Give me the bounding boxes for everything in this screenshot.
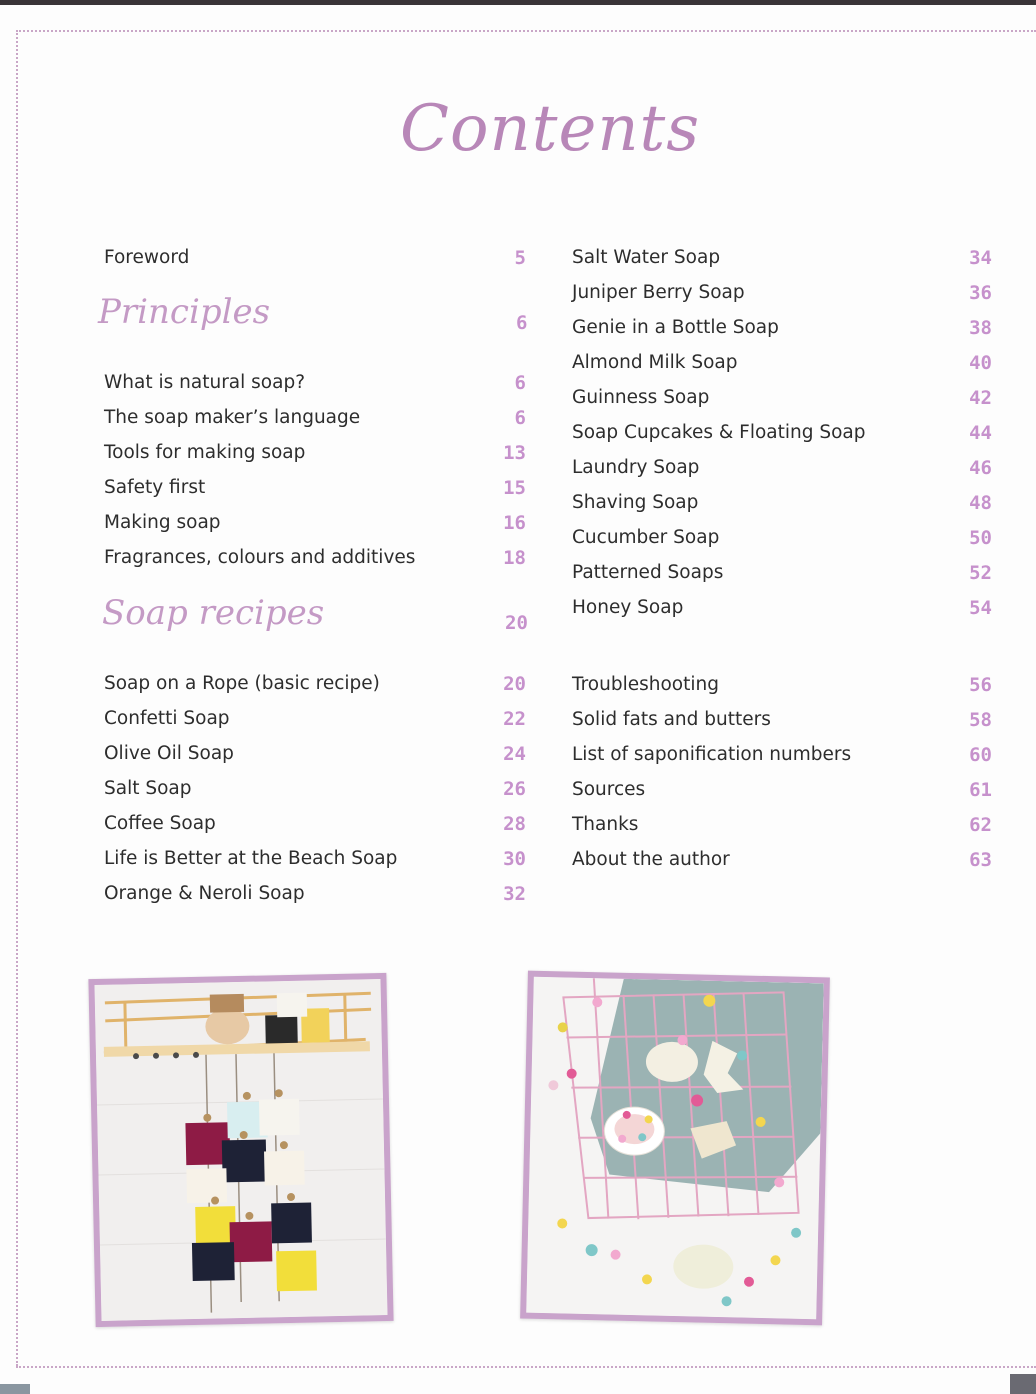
toc-page-number: 5: [514, 247, 526, 269]
toc-label: Salt Soap: [104, 778, 192, 799]
toc-label: Honey Soap: [572, 597, 684, 618]
toc-entry[interactable]: [572, 313, 1002, 343]
toc-page-number: 34: [969, 247, 992, 269]
toc-entry[interactable]: [572, 453, 1002, 483]
toc-label: Safety first: [104, 477, 206, 498]
section-heading-soap-recipes: Soap recipes: [102, 593, 325, 633]
toc-label: Foreword: [104, 247, 190, 268]
toc-label: Guinness Soap: [572, 387, 710, 408]
toc-page-number: 40: [969, 352, 992, 374]
toc-label: Salt Water Soap: [572, 247, 721, 268]
dotted-border-top: [16, 30, 1036, 32]
toc-entry[interactable]: [104, 844, 536, 874]
toc-label: List of saponification numbers: [572, 744, 852, 765]
toc-entry[interactable]: [104, 704, 536, 734]
section-heading-principles: Principles: [98, 292, 271, 332]
toc-entry[interactable]: [572, 488, 1002, 518]
toc-entry[interactable]: [572, 523, 1002, 553]
toc-entry[interactable]: [104, 669, 536, 699]
toc-label: Soap on a Rope (basic recipe): [104, 673, 380, 694]
toc-entry[interactable]: [104, 403, 536, 433]
toc-entry[interactable]: [104, 473, 536, 503]
toc-page-number: 28: [503, 813, 526, 835]
section-page-soap-recipes: 20: [505, 612, 528, 634]
toc-label: Patterned Soaps: [572, 562, 724, 583]
toc-page-number: 54: [969, 597, 992, 619]
toc-label: Tools for making soap: [104, 442, 306, 463]
toc-page-number: 42: [969, 387, 992, 409]
toc-label: Confetti Soap: [104, 708, 230, 729]
dotted-border-left: [16, 30, 18, 1366]
toc-label: The soap maker’s language: [104, 407, 361, 428]
toc-entry[interactable]: [572, 348, 1002, 378]
toc-entry[interactable]: [104, 809, 536, 839]
toc-label: Shaving Soap: [572, 492, 699, 513]
toc-label: Olive Oil Soap: [104, 743, 234, 764]
toc-entry[interactable]: [104, 438, 536, 468]
toc-page-number: 6: [514, 407, 526, 429]
toc-entry[interactable]: [572, 558, 1002, 588]
toc-entry[interactable]: [572, 383, 1002, 413]
toc-label: Troubleshooting: [572, 674, 719, 695]
toc-label: Juniper Berry Soap: [572, 282, 745, 303]
toc-entry[interactable]: [572, 845, 1002, 875]
toc-label: Sources: [572, 779, 646, 800]
toc-label: What is natural soap?: [104, 372, 306, 393]
toc-page-number: 60: [969, 744, 992, 766]
toc-page-number: 32: [503, 883, 526, 905]
toc-page-number: 46: [969, 457, 992, 479]
toc-entry[interactable]: [104, 879, 536, 909]
toc-page-number: 30: [503, 848, 526, 870]
toc-entry[interactable]: [572, 243, 1002, 273]
scan-edge-corner-left: [0, 1384, 30, 1394]
toc-label: Fragrances, colours and additives: [104, 547, 416, 568]
toc-label: Coffee Soap: [104, 813, 216, 834]
toc-label: Soap Cupcakes & Floating Soap: [572, 422, 866, 443]
toc-entry[interactable]: [104, 774, 536, 804]
toc-page-number: 24: [503, 743, 526, 765]
toc-entry[interactable]: [104, 739, 536, 769]
toc-page-number: 48: [969, 492, 992, 514]
toc-page-number: 63: [969, 849, 992, 871]
toc-entry-foreword[interactable]: [104, 243, 536, 273]
toc-page-number: 15: [503, 477, 526, 499]
toc-entry[interactable]: [104, 543, 536, 573]
toc-page-number: 56: [969, 674, 992, 696]
toc-entry[interactable]: [572, 670, 1002, 700]
toc-entry[interactable]: [572, 278, 1002, 308]
toc-page-number: 18: [503, 547, 526, 569]
toc-page-number: 36: [969, 282, 992, 304]
photo-confetti-soap: [520, 971, 830, 1326]
section-page-principles: 6: [516, 312, 528, 334]
toc-page-number: 26: [503, 778, 526, 800]
toc-page-number: 22: [503, 708, 526, 730]
toc-page-number: 50: [969, 527, 992, 549]
toc-entry[interactable]: [572, 775, 1002, 805]
page-title: Contents: [400, 92, 701, 166]
toc-label: Life is Better at the Beach Soap: [104, 848, 398, 869]
toc-entry[interactable]: [572, 740, 1002, 770]
toc-page-number: 44: [969, 422, 992, 444]
toc-label: Making soap: [104, 512, 221, 533]
toc-entry[interactable]: [572, 810, 1002, 840]
toc-page-number: 62: [969, 814, 992, 836]
toc-page-number: 61: [969, 779, 992, 801]
page-top-edge: [0, 0, 1036, 5]
dotted-border-bottom: [16, 1366, 1036, 1368]
toc-page-number: 13: [503, 442, 526, 464]
toc-page-number: 20: [503, 673, 526, 695]
toc-label: Laundry Soap: [572, 457, 700, 478]
toc-page-number: 38: [969, 317, 992, 339]
toc-label: Solid fats and butters: [572, 709, 771, 730]
toc-entry[interactable]: [104, 508, 536, 538]
toc-entry[interactable]: [104, 368, 536, 398]
scan-edge-corner: [1010, 1374, 1036, 1394]
toc-label: Almond Milk Soap: [572, 352, 738, 373]
toc-label: Genie in a Bottle Soap: [572, 317, 779, 338]
toc-label: Cucumber Soap: [572, 527, 720, 548]
toc-entry[interactable]: [572, 418, 1002, 448]
toc-entry[interactable]: [572, 705, 1002, 735]
toc-label: About the author: [572, 849, 730, 870]
toc-label: Thanks: [572, 814, 639, 835]
photo-soap-on-rope: [88, 973, 393, 1327]
toc-label: Orange & Neroli Soap: [104, 883, 305, 904]
toc-page-number: 6: [514, 372, 526, 394]
toc-page-number: 52: [969, 562, 992, 584]
toc-page-number: 16: [503, 512, 526, 534]
toc-entry[interactable]: [572, 593, 1002, 623]
toc-page-number: 58: [969, 709, 992, 731]
